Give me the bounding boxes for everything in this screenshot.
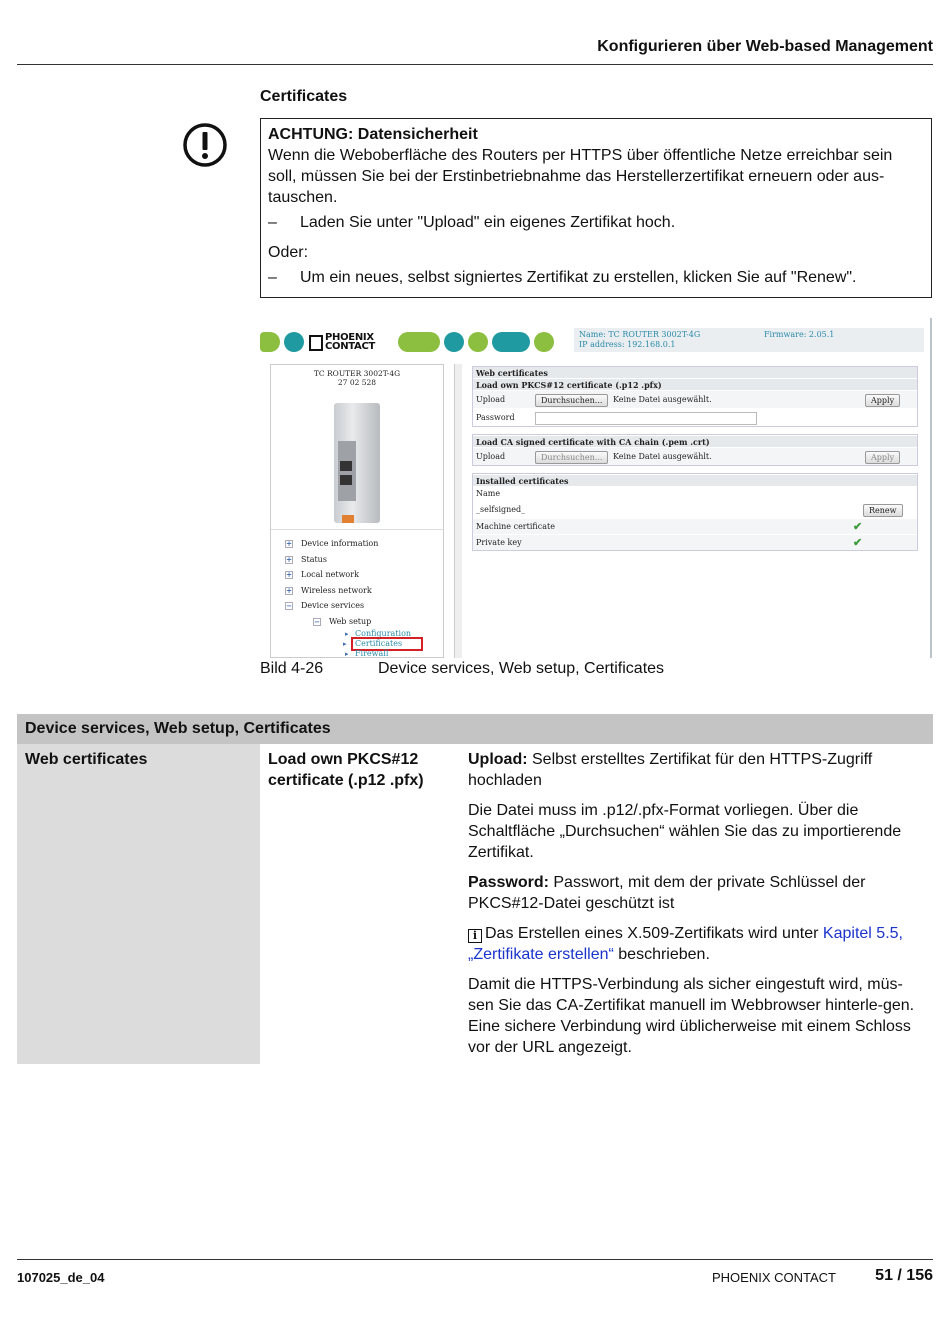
info-name: Name: TC ROUTER 3002T-4G (579, 330, 701, 339)
warning-list-item-upload (268, 212, 924, 233)
warning-or: Oder: (268, 244, 309, 261)
warning-exclamation-icon (182, 122, 228, 168)
brand-dot (444, 332, 464, 352)
sidebar-scrollbar[interactable] (454, 364, 462, 658)
info-firmware: Firmware: 2.05.1 (764, 330, 835, 339)
password-description: Password: Passwort, mit dem der private Schlüssel der PKCS#12-Datei geschützt ist (468, 874, 866, 912)
upload-label: Upload (476, 395, 506, 404)
expand-icon[interactable]: + (286, 539, 292, 548)
installed-title: Installed certificates (473, 474, 917, 486)
machine-cert-label: Machine certificate (476, 522, 555, 531)
check-icon: ✔ (853, 520, 863, 533)
password-input[interactable] (535, 412, 757, 425)
device-number: 27 02 528 (337, 378, 377, 387)
expand-icon[interactable]: + (286, 570, 292, 579)
sidebar (270, 364, 444, 658)
nav-certificates-selected[interactable]: ▸ Certificates (353, 639, 421, 649)
router-web-ui-screenshot (260, 318, 932, 658)
table-cell-parameter: Load own PKCS#12 certificate (.p12 .pfx) (268, 751, 424, 789)
load-own-title: Load own PKCS#12 certificate (.p12 .pfx) (473, 378, 917, 390)
selfsigned-row (473, 500, 917, 518)
machine-cert-row (473, 518, 917, 534)
table-header: Device services, Web setup, Certificates (17, 714, 933, 744)
warning-item-upload: Laden Sie unter "Upload" ein eigenes Zertifikat hoch. (300, 214, 676, 231)
list-dash: – (268, 269, 277, 286)
nav-device-information[interactable]: + Device information (286, 539, 379, 548)
web-certificates-group (472, 366, 918, 427)
ca-file-status: Keine Datei ausgewählt. (613, 452, 712, 461)
apply-button[interactable]: Apply (865, 394, 900, 407)
list-dash: – (268, 214, 277, 231)
info-icon: i (468, 929, 482, 943)
collapse-icon[interactable]: − (286, 601, 292, 610)
nav-configuration[interactable]: ▸ Configuration (285, 629, 443, 639)
table-cell-group: Web certificates (17, 744, 260, 1064)
selfsigned-name: _selfsigned_ (476, 505, 526, 514)
password-label: Password (476, 413, 515, 422)
brand-pill (398, 332, 440, 352)
info-note: i Das Erstellen eines X.509-Zertifikats wird unter Kapitel 5.5, „Zertifikate erstellen“ beschrieben. (468, 925, 903, 963)
installed-certificates-group (472, 473, 918, 551)
table-row (17, 744, 933, 1064)
warning-item-renew: Um ein neues, selbst signiertes Zertifikat zu erstellen, klicken Sie auf "Renew". (300, 269, 857, 286)
warning-text: Wenn die Weboberfläche des Routers per HTTPS über öffentliche Netze erreichbar sein soll, müssen Sie bei der Erstinbetriebnahme das Herstellerzertifikat erneuern oder aus-tauschen. (268, 147, 893, 206)
private-key-label: Private key (476, 538, 522, 547)
figure-label: Bild 4-26 (260, 660, 324, 677)
info-ip: IP address: 192.168.0.1 (579, 340, 676, 349)
figure-caption-text: Device services, Web setup, Certificates (378, 660, 665, 677)
collapse-icon[interactable]: − (314, 616, 320, 626)
file-status: Keine Datei ausgewählt. (613, 395, 712, 404)
upload-row (473, 390, 917, 408)
device-name: TC ROUTER 3002T-4G (313, 369, 401, 378)
chapter-link[interactable]: Kapitel 5.5, „Zertifikate erstellen“ (468, 925, 903, 963)
footer-page-number: 51 / 156 (875, 1267, 933, 1284)
section-heading: Certificates (260, 88, 348, 105)
warning-title: ACHTUNG: Datensicherheit (268, 126, 478, 143)
brand-dot (534, 332, 554, 352)
device-info-panel (574, 328, 924, 352)
expand-icon[interactable]: + (286, 554, 292, 564)
brand-bar (260, 330, 560, 354)
password-row (473, 408, 917, 426)
nav-wireless-network[interactable]: + Wireless network (286, 585, 372, 595)
format-description: Die Datei muss im .p12/.pfx-Format vorliegen. Über die Schaltfläche „Durchsuchen“ wählen Sie das zu importierende Zertifikat. (468, 802, 902, 861)
page-header-title: Konfigurieren über Web-based Management (597, 38, 933, 55)
renew-button[interactable]: Renew (863, 504, 903, 517)
device-card (271, 365, 443, 530)
ca-certificate-group (472, 434, 918, 466)
warning-box (260, 118, 932, 298)
browse-button[interactable]: Durchsuchen... (535, 394, 608, 407)
certificates-panel (472, 366, 918, 558)
footer-doc-id: 107025_de_04 (17, 1270, 105, 1285)
nav-device-services[interactable]: − Device services (286, 601, 365, 610)
private-key-row (473, 534, 917, 550)
ca-browse-button[interactable]: Durchsuchen... (535, 451, 608, 464)
footer-rule (17, 1259, 933, 1260)
brand-pill (492, 332, 530, 352)
nav-firewall[interactable]: ▸ Firewall (285, 649, 443, 658)
settings-table (17, 714, 933, 1064)
brand-dot (284, 332, 304, 352)
brand-dot (260, 332, 280, 352)
phoenix-contact-logo (308, 330, 396, 354)
upload-label: Upload (476, 452, 506, 461)
nav-status[interactable]: + Status (286, 554, 327, 564)
header-rule (17, 64, 933, 65)
ca-apply-button[interactable]: Apply (865, 451, 900, 464)
warning-list-item-renew (268, 267, 924, 288)
nav-web-setup[interactable]: − Web setup (314, 616, 372, 626)
expand-icon[interactable]: + (286, 585, 292, 595)
logo-text: PHOENIX CONTACT (325, 332, 376, 352)
nav-local-network[interactable]: + Local network (286, 570, 359, 579)
https-note: Damit die HTTPS-Verbindung als sicher eingestuft wird, müs-sen Sie das CA-Zertifikat manuell im Webbrowser hinterle-gen. Eine sichere Verbindung wird üblicherweise mit einem Schloss vor der URL angezeigt. (468, 976, 915, 1056)
load-ca-title: Load CA signed certificate with CA chain (.pem .crt) (473, 435, 917, 447)
name-header-row (473, 486, 917, 500)
ca-upload-row (473, 447, 917, 465)
check-icon: ✔ (853, 536, 863, 549)
screenshot-edge (930, 318, 932, 658)
footer-company: PHOENIX CONTACT (712, 1270, 836, 1285)
web-certificates-title: Web certificates (473, 367, 917, 378)
device-image (322, 393, 392, 528)
brand-dot (468, 332, 488, 352)
navigation-tree (271, 530, 443, 658)
logo-mark-icon (309, 335, 323, 351)
name-label: Name (476, 489, 501, 498)
upload-description: Upload: Selbst erstelltes Zertifikat für den HTTPS-Zugriff hochladen (468, 751, 873, 789)
table-cell-description (460, 744, 933, 1072)
